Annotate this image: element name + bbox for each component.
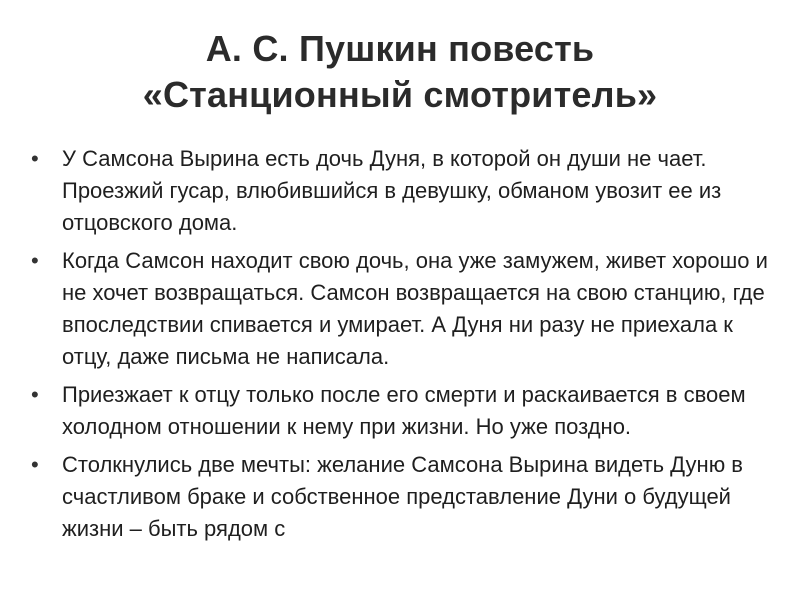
bullet-icon: • [31,452,39,477]
bullet-text: У Самсона Вырина есть дочь Дуня, в которой он души не чает. Проезжий гусар, влюбившийся в девушку, обманом увозит ее из отцовского дома. [62,146,722,235]
slide-title [0,26,800,118]
bullet-item [0,143,800,239]
bullet-icon: • [31,146,39,171]
title-line-1: А. С. Пушкин повесть [205,28,595,69]
bullet-text: Когда Самсон находит свою дочь, она уже замужем, живет хорошо и не хочет возвращаться. Самсон возвращается на свою станцию, где впоследствии спивается и умирает. А Дуня ни разу не приехала к отцу, даже письма не написала. [62,248,768,369]
bullet-icon: • [31,248,39,273]
bullet-item [0,245,800,373]
bullet-list [0,143,800,551]
title-line-2: «Станционный смотритель» [142,74,658,115]
bullet-text: Столкнулись две мечты: желание Самсона Вырина видеть Дуню в счастливом браке и собственное представление Дуни о будущей жизни – быть рядом с [62,452,743,541]
bullet-item [0,379,800,443]
bullet-icon: • [31,382,39,407]
bullet-item [0,449,800,545]
bullet-text: Приезжает к отцу только после его смерти и раскаивается в своем холодном отношении к нему при жизни. Но уже поздно. [62,382,746,439]
